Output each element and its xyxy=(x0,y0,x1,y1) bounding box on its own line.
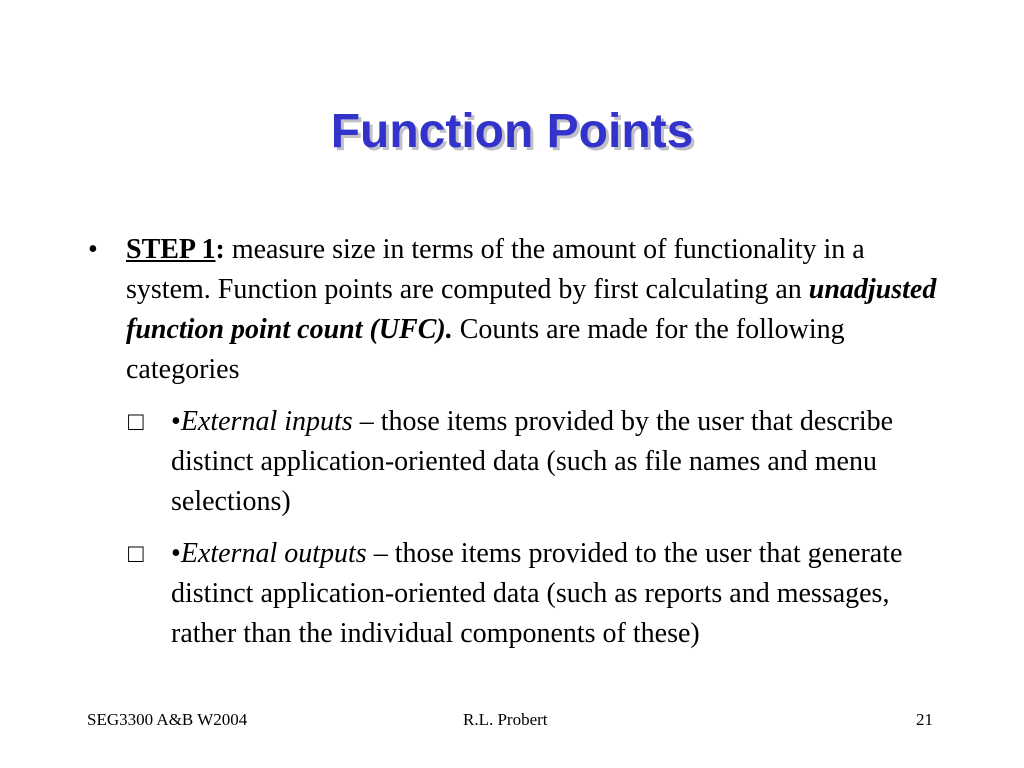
sub-item-term: External outputs xyxy=(180,538,367,569)
sub-item-external-inputs xyxy=(171,402,951,522)
step-emphasis: unadjusted function point count (UFC). xyxy=(126,274,937,345)
bullet-marker: • xyxy=(88,234,98,265)
step-text-a: measure size in terms of the amount of functionality in a system. Function points are computed by first calculating an xyxy=(126,234,865,305)
step-text-b: Counts are made for the following categories xyxy=(126,314,845,385)
footer-author: R.L. Probert xyxy=(463,710,548,729)
sub-item-term: External inputs xyxy=(180,406,353,437)
sub-item-external-outputs xyxy=(171,534,951,654)
sub-item-dot: • xyxy=(171,538,181,569)
sub-item-desc: – those items provided to the user that generate distinct application-oriented data (such as reports and messages, rather than the individual components of these) xyxy=(171,538,903,649)
step-label: STEP 1 xyxy=(126,234,216,265)
slide-title: Function Points xyxy=(330,105,694,158)
square-bullet-icon: □ xyxy=(128,539,144,568)
footer-course: SEG3300 A&B W2004 xyxy=(87,710,248,729)
step-paragraph xyxy=(126,230,946,390)
step-colon: : xyxy=(215,234,225,265)
sub-item-dot: • xyxy=(171,406,181,437)
sub-item-desc: – those items provided by the user that describe distinct application-oriented data (such as file names and menu selections) xyxy=(171,406,894,517)
step-label-group xyxy=(126,234,225,265)
footer-page-number: 21 xyxy=(916,710,933,729)
square-bullet-icon: □ xyxy=(128,407,144,436)
